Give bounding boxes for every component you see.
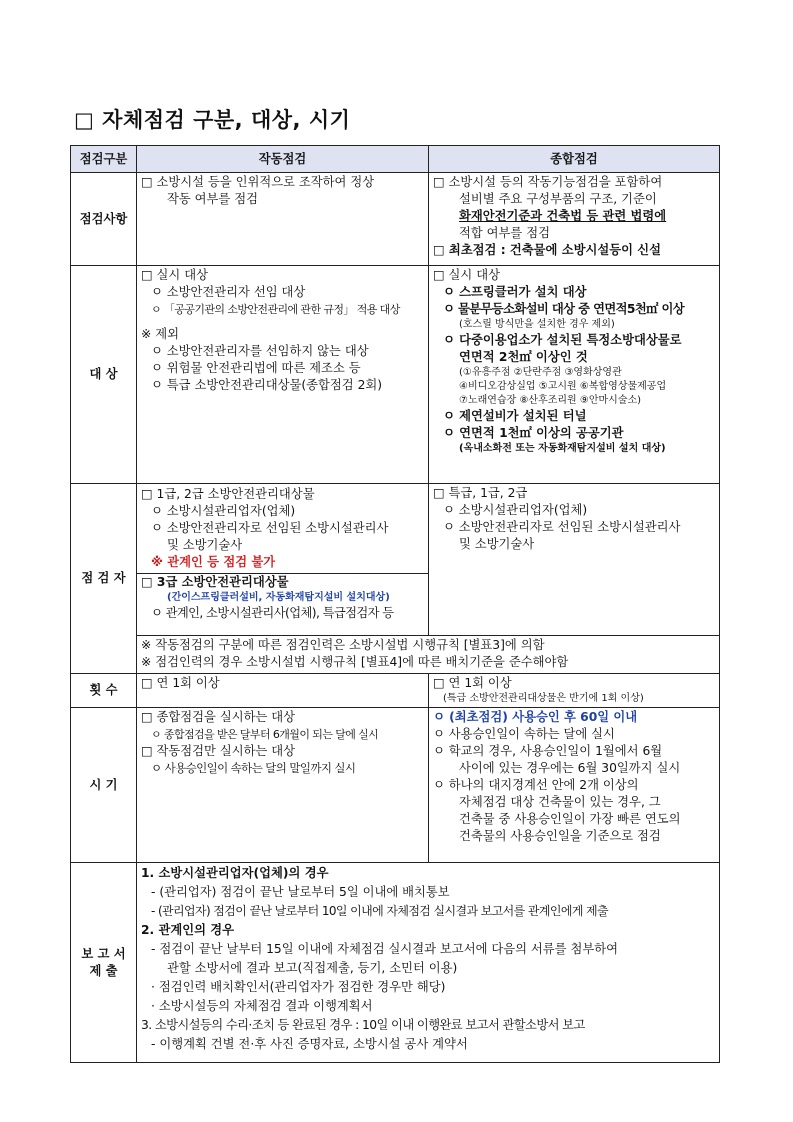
first-inspection-note: ㅇ (최초점검) 사용승인 후 60일 이내 [433,710,638,724]
count-left: □ 연 1회 이상 [137,674,429,708]
inspector-left: □ 1급, 2급 소방안전관리대상물 ㅇ 소방시설관리업자(업체) ㅇ 소방안전관리자로 선임된 소방시설관리사 및 소방기술사 ※ 관계인 등 점검 불가 □ 3급 소방안전관리대상물 (간이스프링클러설비, 자동화재탐지설비 설치대상) ㅇ 관계인, 소방시설관리사(업체), 특급점검자 등 [137,484,429,636]
inspector-notes: ※ 작동점검의 구분에 따른 점검인력은 소방시설법 시행규칙 [별표3]에 의함 ※ 점검인력의 경우 소방시설법 시행규칙 [별표4]에 따른 배치기준을 준수해야함 [137,636,720,674]
timing-left: □ 종합점검을 실시하는 대상 ㅇ 종합점검을 받은 달부터 6개월이 되는 달에 실시 □ 작동점검만 실시하는 대상 ㅇ 사용승인일이 속하는 달의 말일까지 실시 [137,708,429,863]
header-col1: 작동점검 [137,146,429,173]
row-label: 점 검 자 [71,484,137,674]
items-right: □ 소방시설 등의 작동기능점검을 포함하여 설비별 주요 구성부품의 구조, 기준이 화재안전기준과 건축법 등 관련 법령에 적합 여부를 점검 □ 최초점검 : 건축물에 소방시설등이 신설 [429,173,720,266]
count-right: □ 연 1회 이상 (특급 소방안전관리대상물은 반기에 1회 이상) [429,674,720,708]
warning-text: ※ 관계인 등 점검 불가 [151,555,276,569]
row-target [71,266,720,484]
row-timing [71,708,720,863]
row-items [71,173,720,266]
inspection-table [70,145,720,1063]
target-left: □ 실시 대상 ㅇ 소방안전관리자 선임 대상 ㅇ 「공공기관의 소방안전관리에 관한 규정」 적용 대상 ※ 제외 ㅇ 소방안전관리자를 선임하지 않는 대상 ㅇ 위험물 안전관리법에 따른 제조소 등 ㅇ 특급 소방안전관리대상물(종합점검 2회) [137,266,429,484]
row-label: 시 기 [71,708,137,863]
row-label: 점검사항 [71,173,137,266]
row-label: 보 고 서 제 출 [71,863,137,1063]
row-inspector [71,484,720,636]
header-row [71,146,720,173]
header-col0: 점검구분 [71,146,137,173]
items-left: □ 소방시설 등을 인위적으로 조작하여 정상 작동 여부를 점검 [137,173,429,266]
report-body: 1. 소방시설관리업자(업체)의 경우 - (관리업자) 점검이 끝난 날로부터 5일 이내에 배치통보 - (관리업자) 점검이 끝난 날로부터 10일 이내에 자체점검 실시결과 보고서를 관계인에게 제출 2. 관계인의 경우 - 점검이 끝난 날부터 15일 이내에 자체점검 실시결과 보고서에 다음의 서류를 첨부하여 관할 소방서에 결과 보고(직접제출, 등기, 소민터 이용) · 점검인력 배치확인서(관리업자가 점검한 경우만 해당) · 소방시설등의 자체점검 결과 이행계획서 3. 소방시설등의 수리·조치 등 완료된 경우 : 10일 이내 이행완료 보고서 관할소방서 보고 - 이행계획 건별 전·후 사진 증명자료, 소방시설 공사 계약서 [137,863,720,1063]
row-label: 대 상 [71,266,137,484]
row-report [71,863,720,1063]
row-inspector-notes [71,636,720,674]
header-col2: 종합점검 [429,146,720,173]
page-title: □ 자체점검 구분, 대상, 시기 [74,108,351,132]
row-label: 횟 수 [71,674,137,708]
timing-right: ㅇ (최초점검) 사용승인 후 60일 이내 ㅇ 사용승인일이 속하는 달에 실시 ㅇ 학교의 경우, 사용승인일이 1월에서 6월 사이에 있는 경우에는 6월 30일까지 실시 ㅇ 하나의 대지경계선 안에 2개 이상의 자체점검 대상 건축물이 있는 경우, 그 건축물 중 사용승인일이 가장 빠른 연도의 건축물의 사용승인일을 기준으로 점검 [429,708,720,863]
inspector-right: □ 특급, 1급, 2급 ㅇ 소방시설관리업자(업체) ㅇ 소방안전관리자로 선임된 소방시설관리사 및 소방기술사 [429,484,720,636]
target-right: □ 실시 대상 ㅇ 스프링클러가 설치 대상 ㅇ 물분무등소화설비 대상 중 연면적5천㎡ 이상 (호스릴 방식만을 설치한 경우 제외) ㅇ 다중이용업소가 설치된 특정소방대상물로 연면적 2천㎡ 이상인 것 (①유흥주점 ②단란주점 ③영화상영관 ④비디오감상실업 ⑤고시원 ⑥복합영상물제공업 ⑦노래연습장 ⑧산후조리원 ⑨안마시술소) ㅇ 제연설비가 설치된 터널 ㅇ 연면적 1천㎡ 이상의 공공기관 (옥내소화전 또는 자동화재탐지설비 설치 대상) [429,266,720,484]
row-count [71,674,720,708]
